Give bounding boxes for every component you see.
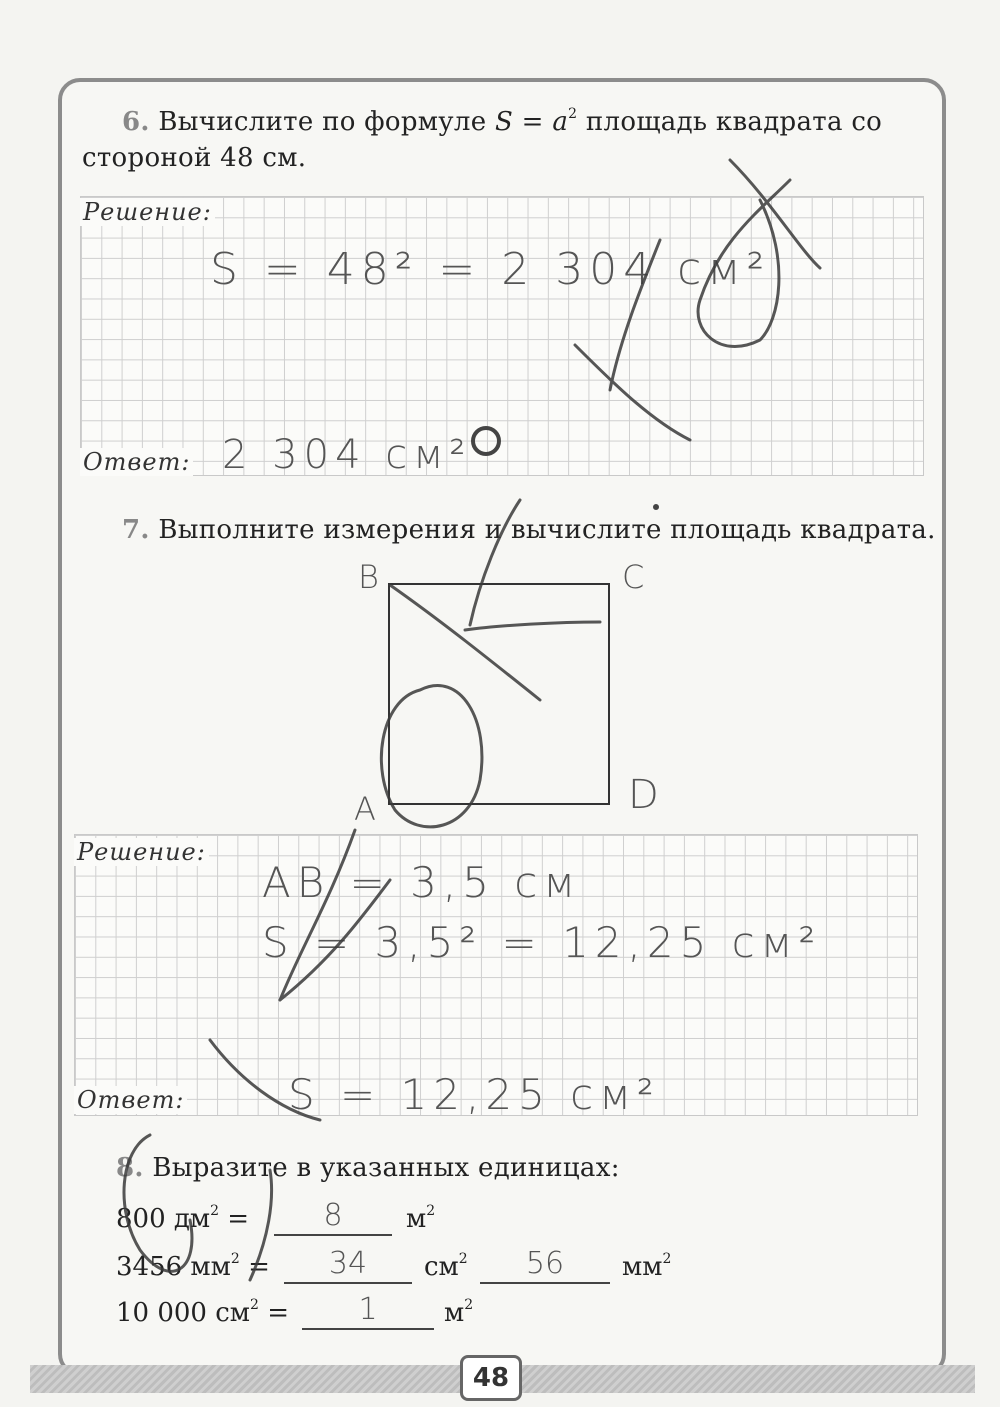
row3-value: 1 [358,1292,378,1327]
row2-left: 3456 мм [116,1252,231,1282]
row3-left: 10 000 см [116,1298,251,1328]
task8-text: Выразите в указанных единицах: [152,1153,620,1183]
task6-handwritten-solution: S = 48² = 2 304 см² [210,244,771,295]
row3-unit-pow: 2 [464,1297,474,1313]
vertex-d: D [628,772,659,818]
row3-eq: = [258,1298,290,1328]
task6-number: 6. [122,107,150,137]
vertex-c: C [622,558,645,596]
row2-unit2-pow: 2 [662,1251,672,1267]
row1-value: 8 [323,1198,343,1233]
row2-pow: 2 [230,1251,240,1267]
task7-handwritten-answer: S = 12,25 см² [288,1070,660,1119]
vertex-b: B [358,558,379,596]
task7-handwritten-line2: S = 3,5² = 12,25 см² [262,918,822,967]
row3-pow: 2 [250,1297,259,1313]
task7-text: Выполните измерения и вычислите площадь квадрата. [158,515,936,545]
vertex-a: A [354,790,376,828]
formula-eq: = [513,107,553,137]
task6-answer-label: Ответ: [80,448,193,476]
row2-value1: 34 [328,1246,368,1281]
task7-answer-label: Ответ: [74,1086,187,1114]
row2-unit1-pow: 2 [458,1251,468,1267]
row2-unit2: мм [622,1252,663,1282]
task6-line1-end: площадь квадрата со [577,107,883,137]
task7-handwritten-line1: AB = 3,5 см [262,858,582,907]
formula-a: a [552,107,569,137]
formula-s: S [494,107,514,137]
row2-eq: = [239,1252,270,1282]
task6-solution-label: Решение: [80,198,215,226]
row1-pow: 2 [210,1203,220,1219]
row1-unit: м [406,1204,427,1234]
task7-solution-label: Решение: [74,838,209,866]
page-number: 48 [460,1355,522,1401]
row2-unit1: см [424,1252,459,1282]
row1-eq: = [219,1204,250,1234]
row2-value2: 56 [525,1246,565,1281]
formula-pow: 2 [568,106,578,122]
task6-line1-start: Вычислите по формуле [158,107,495,137]
row1-unit-pow: 2 [426,1203,436,1219]
task6-line2: стороной 48 см. [82,143,307,173]
task6-handwritten-answer: 2 304 см² [222,432,472,478]
row3-unit: м [444,1298,465,1328]
row1-left: 800 дм [116,1204,211,1234]
task7-number: 7. [122,515,150,545]
task8-number: 8. [116,1153,144,1183]
